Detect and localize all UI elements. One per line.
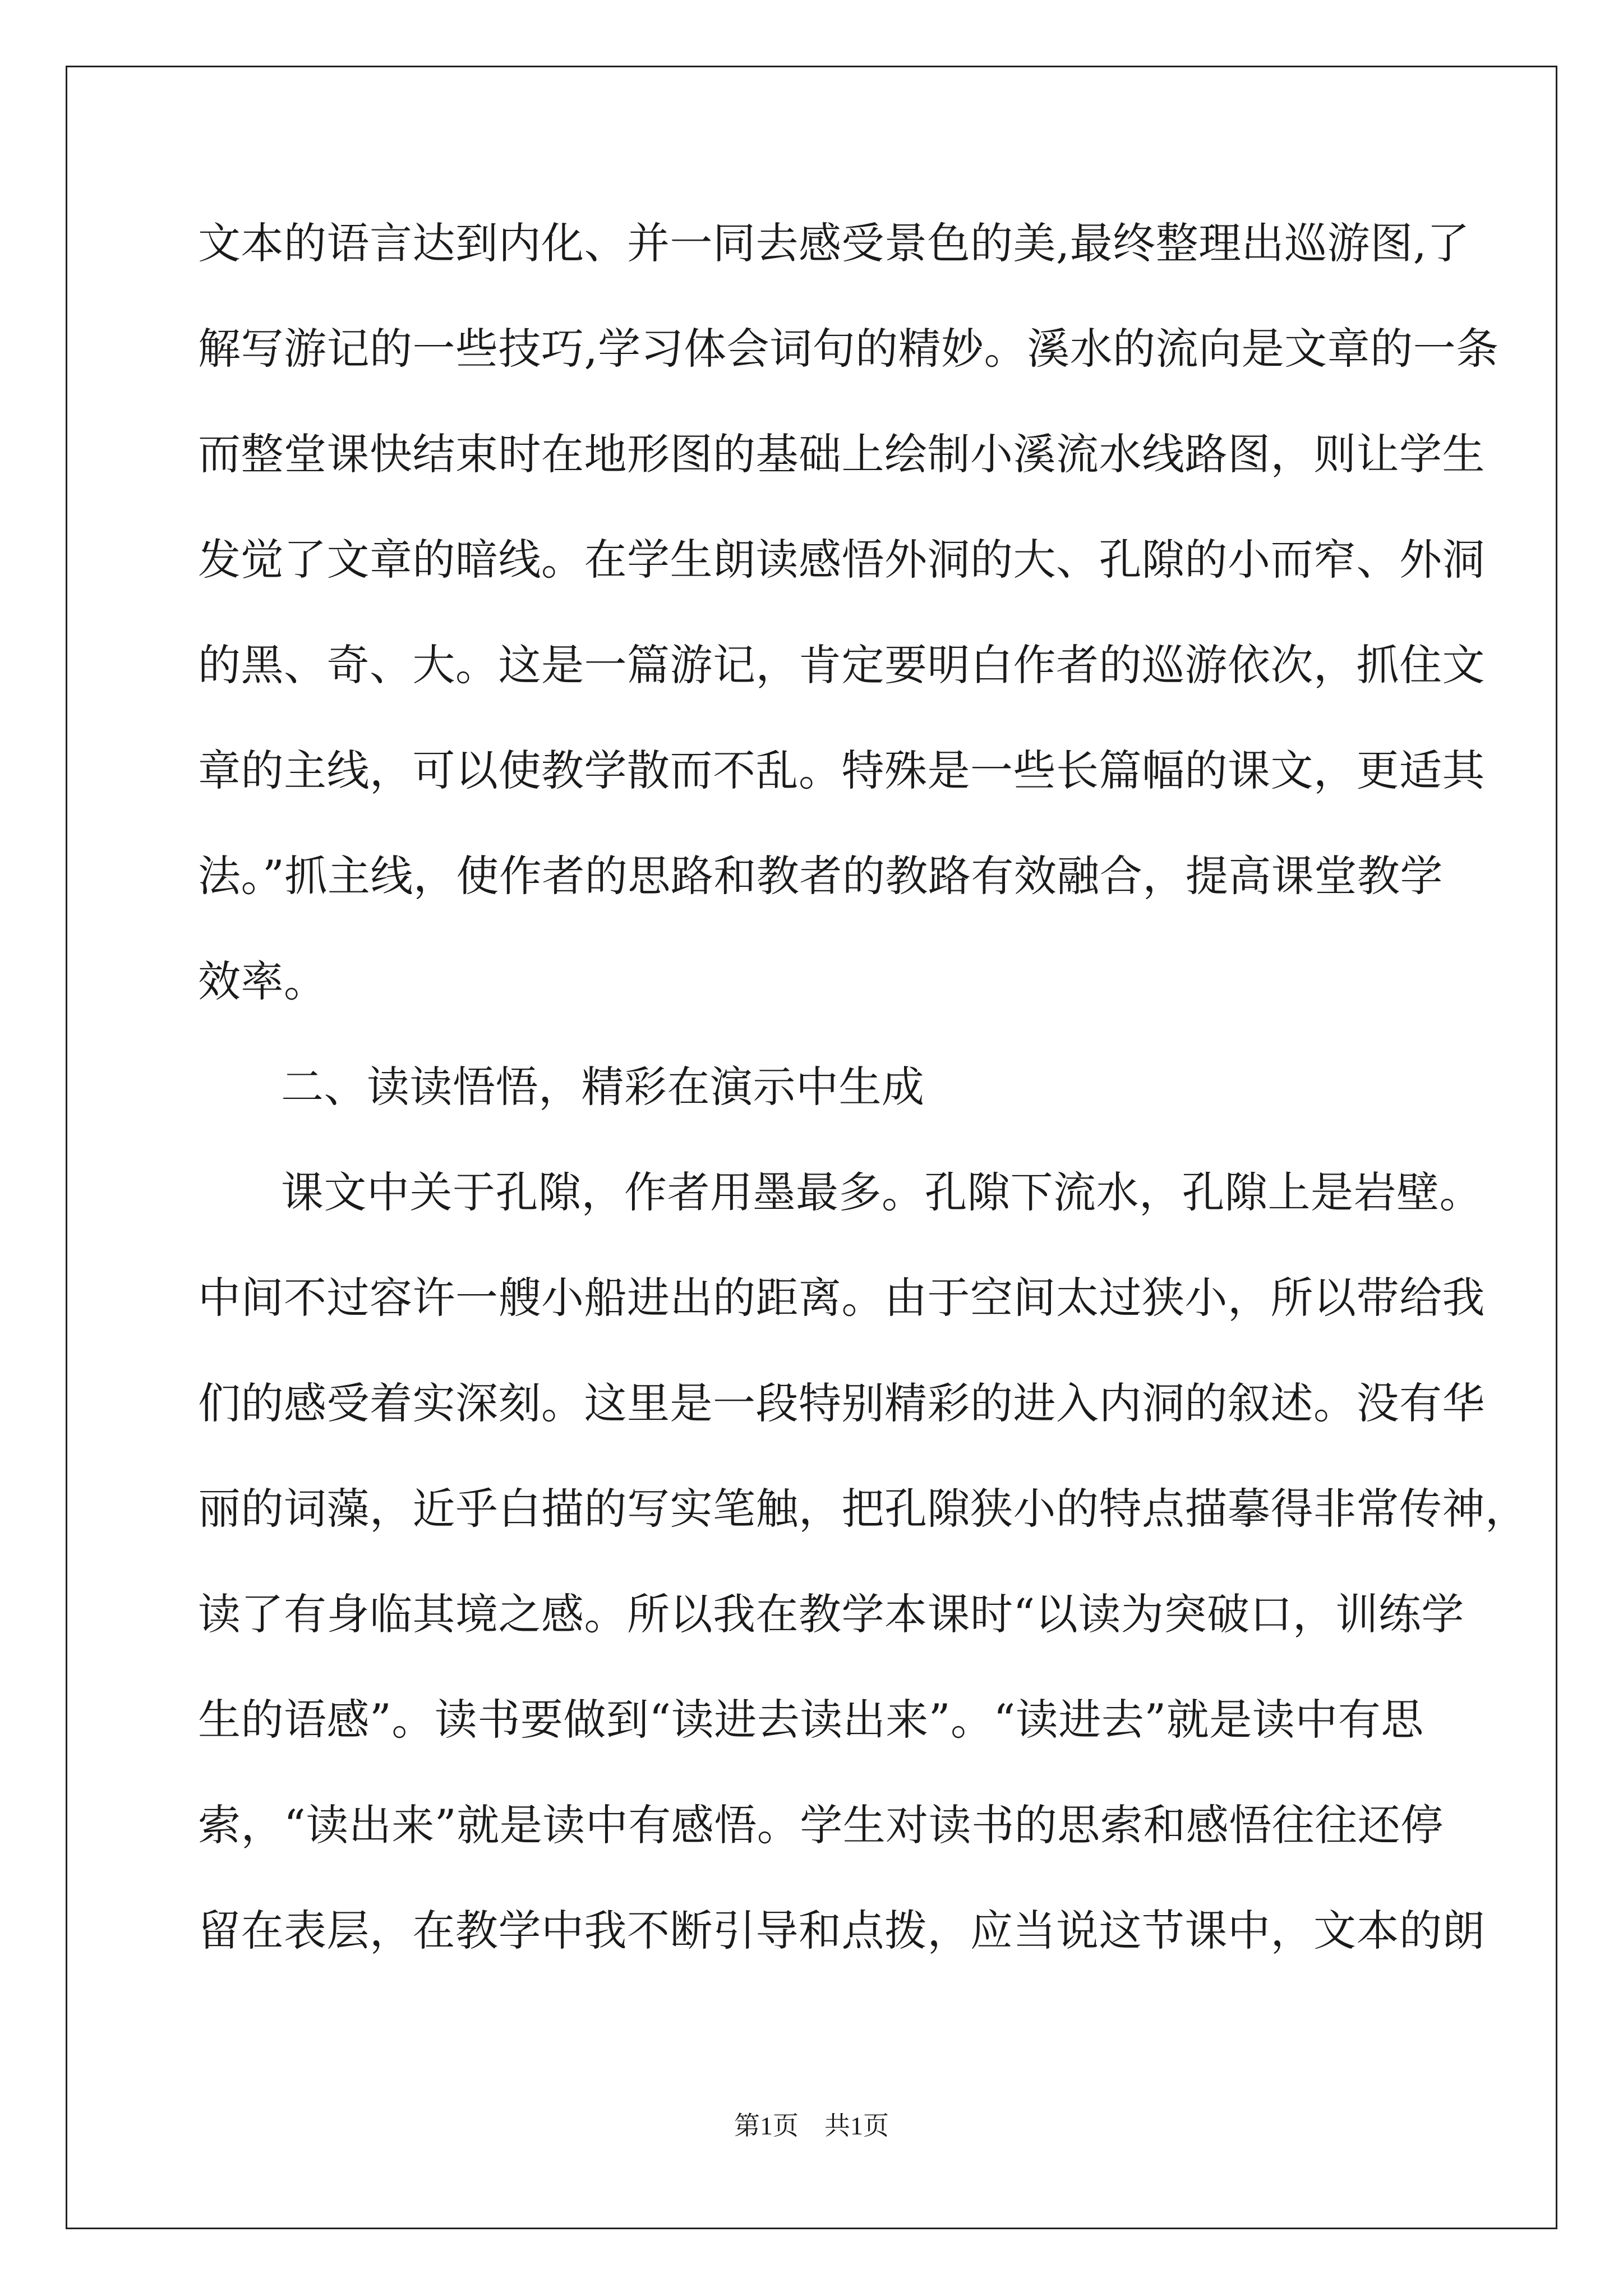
- text-line: 留在表层，在教学中我不断引导和点拨，应当说这节课中，文本的朗: [198, 1906, 1485, 1955]
- page-footer: [0, 2109, 1623, 2143]
- document-body: [198, 191, 1528, 1984]
- text-line: 索，“读出来”就是读中有感悟。学生对读书的思索和感悟往往还停: [198, 1800, 1444, 1850]
- text-line: 发觉了文章的暗线。在学生朗读感悟外洞的大、孔隙的小而窄、外洞: [198, 535, 1485, 585]
- text-line: 读了有身临其境之感。所以我在教学本课时“以读为突破口，训练学: [198, 1589, 1464, 1639]
- text-line: 生的语感”。读书要做到“读进去读出来”。“读进去”就是读中有思: [198, 1695, 1424, 1745]
- text-line: 法。”抓主线，使作者的思路和教者的教路有效融合，提高课堂教学: [198, 851, 1443, 901]
- text-line: 解写游记的一些技巧,学习体会词句的精妙。溪水的流向是文章的一条: [198, 324, 1499, 374]
- text-line: 文本的语言达到内化、并一同去感受景色的美,最终整理出巡游图,了: [198, 218, 1470, 268]
- text-line: 的黑、奇、大。这是一篇游记，肯定要明白作者的巡游依次，抓住文: [198, 640, 1485, 690]
- text-line: 章的主线，可以使教学散而不乱。特殊是一些长篇幅的课文，更适其: [198, 746, 1485, 795]
- text-line: 丽的词藻，近乎白描的写实笔触，把孔隙狭小的特点描摹得非常传神，: [198, 1484, 1528, 1534]
- text-line: 效率。: [198, 956, 327, 1006]
- page-number: 第1页: [734, 2111, 799, 2140]
- text-line: 们的感受着实深刻。这里是一段特别精彩的进入内洞的叙述。没有华: [198, 1378, 1485, 1428]
- text-line: 而整堂课快结束时在地形图的基础上绘制小溪流水线路图，则让学生: [198, 429, 1485, 479]
- text-line: 中间不过容许一艘小船进出的距离。由于空间太过狭小，所以带给我: [198, 1273, 1485, 1323]
- total-pages: 共1页: [824, 2111, 889, 2140]
- section-heading: 二、读读悟悟，精彩在演示中生成: [281, 1062, 925, 1112]
- paragraph-start-line: 课文中关于孔隙，作者用墨最多。孔隙下流水，孔隙上是岩壁。: [281, 1167, 1482, 1217]
